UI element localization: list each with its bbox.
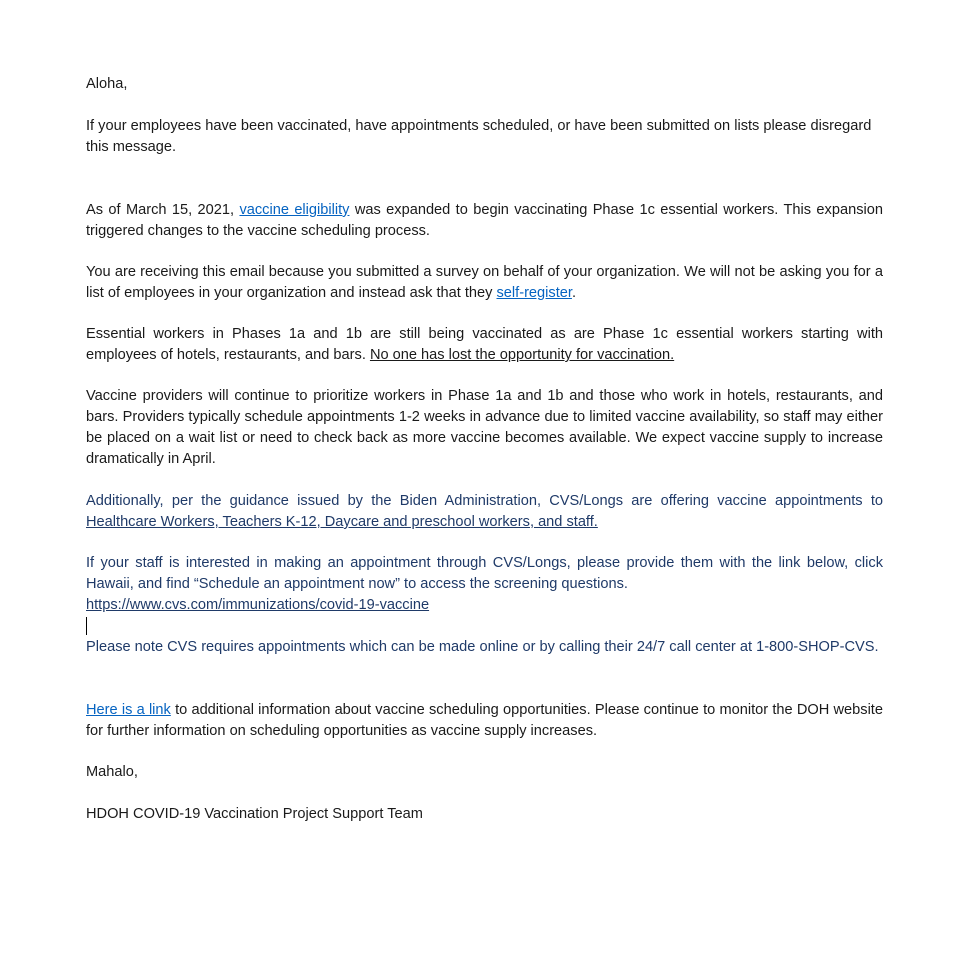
survey-text-post: .: [571, 285, 576, 301]
eligibility-text-pre: As of March 15, 2021,: [86, 202, 240, 218]
cvs-staff-paragraph: [86, 553, 883, 637]
no-one-lost-text: No one has lost the opportunity for vaccination.: [369, 347, 675, 363]
cvs-staff-text: If your staff is interested in making an appointment through CVS/Longs, please provide them with the link below, click Hawaii, and find “Schedule an appointment now” to access the screening questions.: [86, 555, 883, 592]
closing: Mahalo,: [86, 764, 138, 780]
biden-paragraph: [86, 491, 883, 533]
greeting: Aloha,: [86, 76, 128, 92]
eligible-groups-text: Healthcare Workers, Teachers K-12, Daycare and preschool workers, and staff.: [86, 514, 598, 530]
intro-paragraph: If your employees have been vaccinated, have appointments scheduled, or have been submitted on lists please disregard this message.: [86, 118, 872, 155]
survey-paragraph: [86, 262, 883, 304]
biden-text-pre: Additionally, per the guidance issued by the Biden Administration, CVS/Longs are offering vaccine appointments to: [86, 493, 883, 509]
cvs-vaccine-url-link[interactable]: https://www.cvs.com/immunizations/covid-19-vaccine: [86, 597, 430, 613]
essential-workers-paragraph: [86, 324, 883, 366]
vaccine-eligibility-link[interactable]: vaccine eligibility: [239, 202, 350, 218]
self-register-link[interactable]: self-register: [496, 285, 572, 301]
survey-text-pre: You are receiving this email because you submitted a survey on behalf of your organization. We will not be asking you for a list of employees in your organization and instead ask that they: [86, 264, 883, 301]
eligibility-paragraph: [86, 200, 883, 242]
cvs-note-paragraph: Please note CVS requires appointments which can be made online or by calling their 24/7 call center at 1-800-SHOP-CVS.: [86, 639, 879, 655]
here-is-a-link[interactable]: Here is a link: [86, 702, 171, 718]
here-link-text-post: to additional information about vaccine scheduling opportunities. Please continue to monitor the DOH website for further information on scheduling opportunities as vaccine supply increases.: [86, 702, 883, 739]
providers-paragraph: Vaccine providers will continue to prioritize workers in Phase 1a and 1b and those who work in hotels, restaurants, and bars. Providers typically schedule appointments 1-2 weeks in advance due to limited vaccine availability, so staff may either be placed on a wait list or need to check back as more vaccine becomes available. We expect vaccine supply to increase dramatically in April.: [86, 388, 883, 467]
text-cursor: [86, 617, 87, 635]
email-body: [86, 74, 883, 825]
essential-text-pre: Essential workers in Phases 1a and 1b are still being vaccinated as are Phase 1c essential workers starting with employees of hotels, restaurants, and bars.: [86, 326, 883, 363]
signature: HDOH COVID-19 Vaccination Project Support Team: [86, 806, 423, 822]
here-link-paragraph: [86, 700, 883, 742]
eligibility-text-post: was expanded to begin vaccinating Phase 1c essential workers. This expansion triggered changes to the vaccine scheduling process.: [86, 202, 883, 239]
